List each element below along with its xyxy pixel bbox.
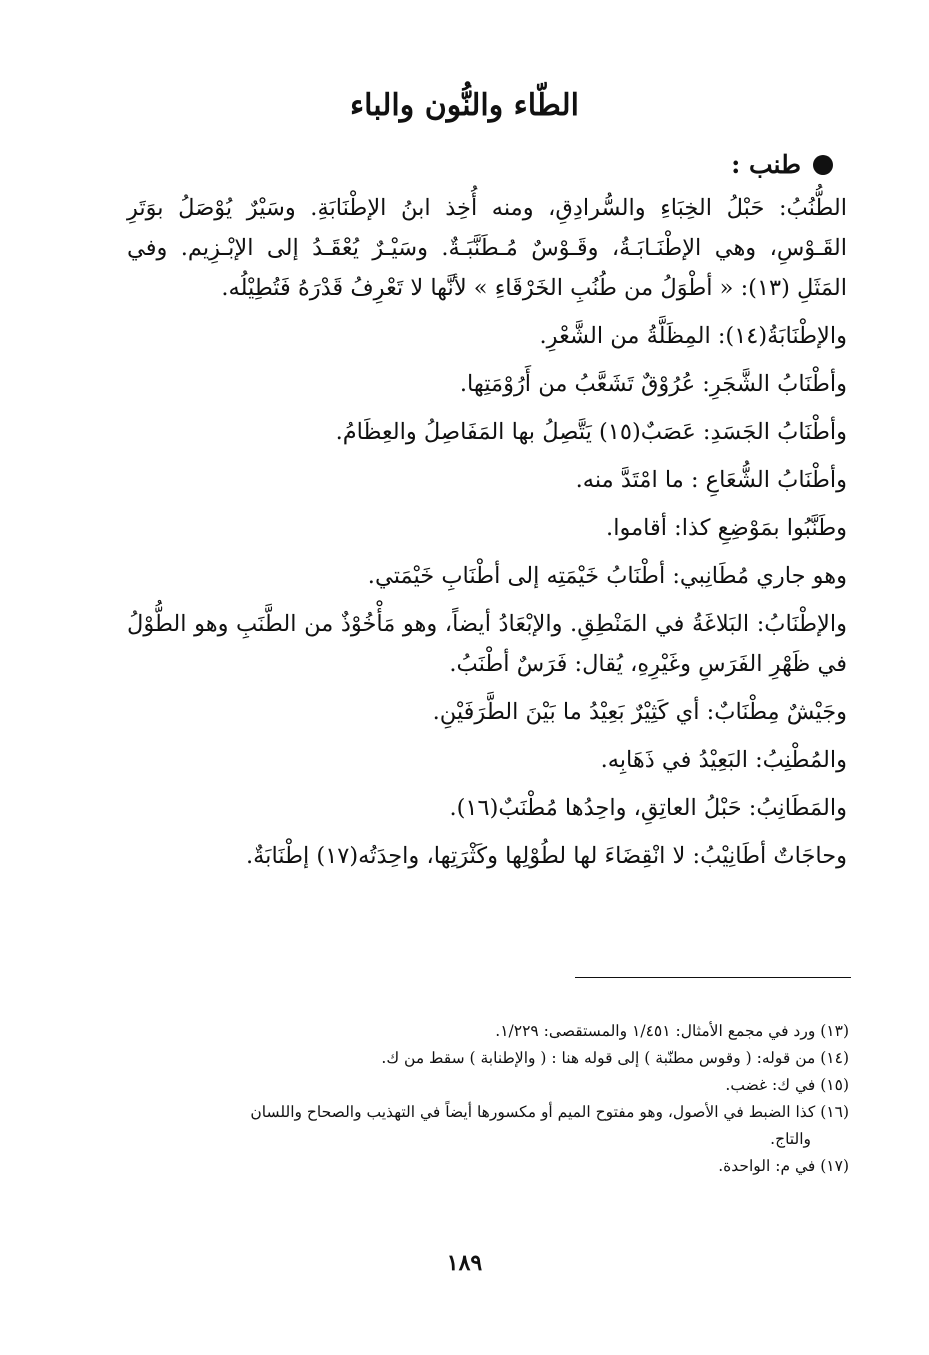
entry-body [127,188,847,876]
paragraph: وأطْنَابُ الجَسَدِ: عَصَبٌ(١٥) يَتَّصِلُ بها المَفَاصِلُ والعِظَامُ. [335,419,847,445]
paragraph: وحاجَاتٌ أطَانِيْبُ: لا انْقِضَاءَ لها لطُوْلِها وكَثْرَتِها، واحِدَتُه(١٧) إطْنَابَةٌ. [245,843,847,869]
entry-heading [731,150,833,179]
paragraph: والمُطْنِبُ: البَعِيْدُ في ذَهَابِه. [600,747,847,773]
paragraph: وأطْنَابُ الشُّعَاعِ : ما امْتَدَّ منه. [575,467,847,493]
paragraph: والمَطَانِبُ: حَبْلُ العاتِقِ، واحِدُها مُطْنَبٌ(١٦). [449,795,847,821]
paragraph: والإطْنَابَةُ(١٤): المِظَلَّةُ من الشَّعْرِ. [539,323,847,349]
footnote: (١٥) في ك: غضب. [725,1076,849,1094]
footnote: (١٣) ورد في مجمع الأمثال: ١/٤٥١ والمستقصى: ١/٢٢٩. [495,1022,849,1040]
footnote-continuation: والتاج. [770,1130,811,1148]
page-title: الطّاء والنُّون والباء [349,88,580,123]
footnote: (١٧) في م: الواحدة. [718,1157,849,1175]
paragraph: والإطْنَابُ: البَلاغَةُ في المَنْطِقِ. والإبْعَادُ أيضاً، وهو مَأْخُوْذٌ من الطَّنَبِ وهو الطُّوْلُ في ظَهْرِ الفَرَسِ وغَيْرِهِ، يُقال: فَرَسٌ أطْنَبُ. [127,611,847,677]
footnotes [129,1018,849,1180]
paragraph: وأطْنَابُ الشَّجَرِ: عُرُوْقٌ تَشَعَّبُ من أَرُوْمَتِها. [459,371,847,397]
paragraph: وهو جاري مُطَانِبي: أطْنَابُ خَيْمَتِه إلى أطْنَابِ خَيْمَتي. [367,563,847,589]
paragraph: وطَنَّبُوا بمَوْضِعِ كذا: أقاموا. [606,515,847,541]
bullet-icon [813,155,833,175]
footnote-divider [575,977,851,978]
footnote: (١٤) من قوله: ( وقوس مطنّبة ) إلى قوله هنا : ( والإطنابة ) سقط من ك. [381,1049,849,1067]
paragraph: وجَيْشٌ مِطْنَابٌ: أي كَثِيْرٌ بَعِيْدُ ما بَيْنَ الطَّرَفَيْنِ. [432,699,847,725]
footnote: (١٦) كذا الضبط في الأصول، وهو مفتوح الميم أو مكسورها أيضاً في التهذيب والصحاح واللسان [250,1103,849,1121]
paragraph: الطُّنُبُ: حَبْلُ الخِبَاءِ والسُّرادِقِ، ومنه أُخِذ ابنُ الإطْنَابَةِ. وسَيْرٌ يُوْصَلُ بوَتَرِ القَـوْسِ، وهي الإطْنَـابَـةُ، وقَـوْسٌ مُـطَنَّبَـةٌ. وسَيْـرٌ يُعْقَـدُ إلى الإبْـزِيم. وفي المَثَلِ (١٣): « أطْوَلُ من طُنُبِ الخَرْقَاءِ » لأنَّها لا تَعْرِفُ قَدْرَهُ فَتُطِيْلُه. [127,195,847,301]
page-number: ١٨٩ [446,1250,483,1276]
entry-root: طنب : [731,150,801,179]
